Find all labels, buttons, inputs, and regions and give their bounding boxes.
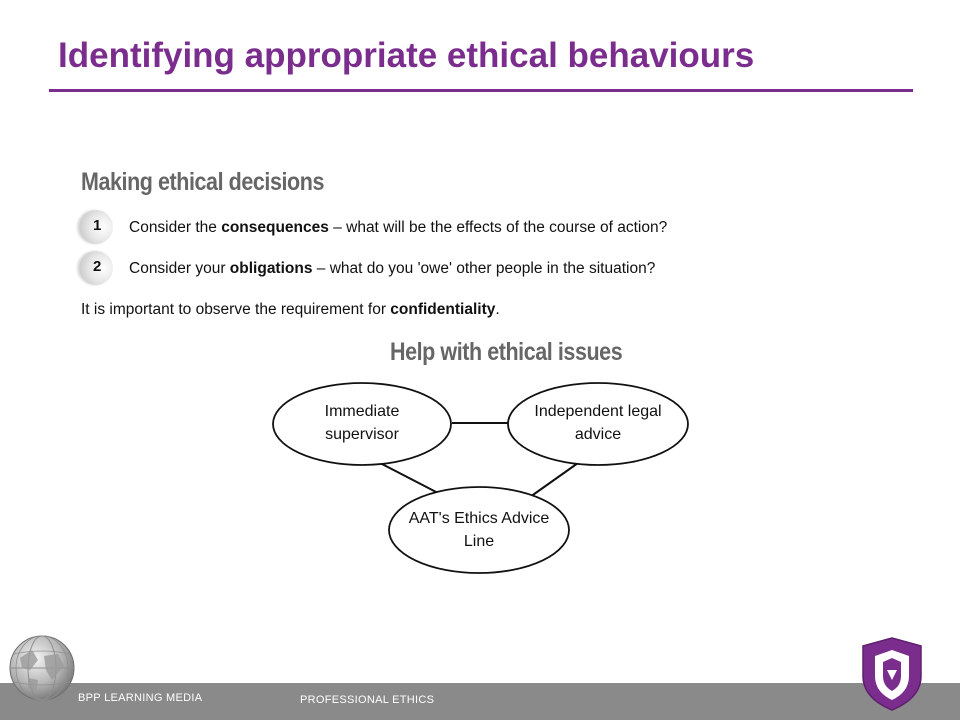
connector-line [530,463,578,497]
step-text-bold: obligations [229,260,313,277]
step-text-post: – what will be the effects of the course of action? [328,219,668,236]
node-label: AAT's Ethics Advice [408,510,550,527]
decisions-heading: Making ethical decisions [81,168,324,196]
step-text-post: – what do you 'owe' other people in the situation? [312,260,656,277]
node-aat-ethics-advice-line [389,487,569,573]
step-text-pre: Consider the [129,219,222,236]
footer-course: PROFESSIONAL ETHICS [300,694,435,706]
node-label: Immediate [324,403,400,420]
lion-shield-logo-icon [861,636,923,712]
help-heading: Help with ethical issues [390,338,623,366]
node-label: Independent legal [534,403,662,420]
note-post: . [495,301,500,318]
footer-publisher: BPP LEARNING MEDIA [78,692,203,704]
node-label: advice [574,426,622,443]
step-number: 1 [93,217,102,234]
node-label: Line [463,533,495,550]
step-number: 2 [93,258,102,275]
globe-logo-icon [6,630,78,710]
note-pre: It is important to observe the requirement for [81,301,391,318]
step-text-bold: consequences [221,219,329,236]
connector-line [380,463,440,494]
node-label: supervisor [325,426,399,443]
page-title: Identifying appropriate ethical behaviours [58,36,755,75]
node-immediate-supervisor [273,383,451,465]
node-independent-legal-advice [508,383,688,465]
step-text-pre: Consider your [129,260,230,277]
note-bold: confidentiality [390,301,496,318]
